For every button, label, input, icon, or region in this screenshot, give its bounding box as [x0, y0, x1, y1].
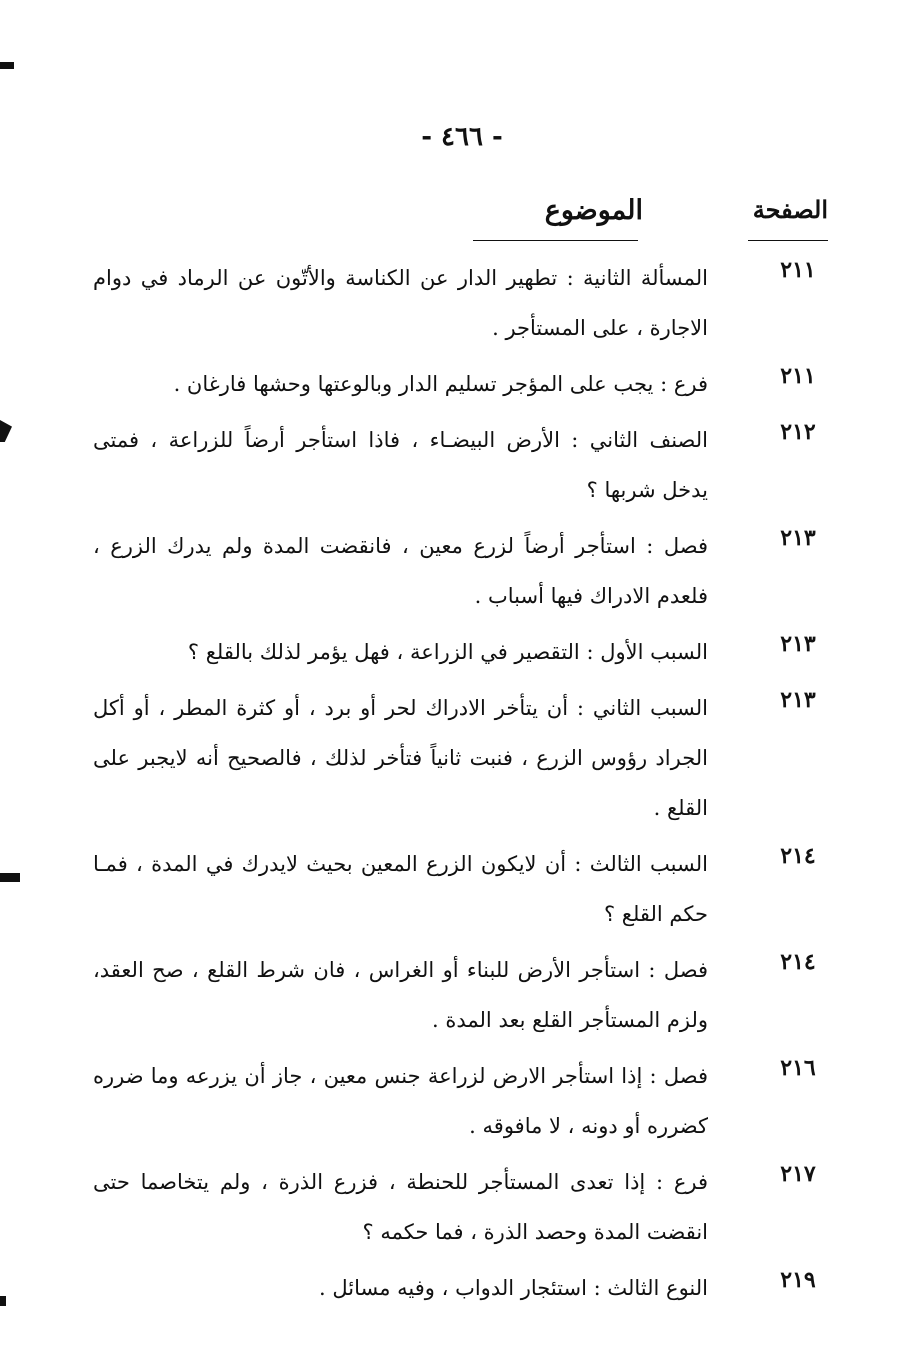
- entry-page-number: ٢١٣: [780, 631, 816, 657]
- page-number: - ٤٦٦ -: [421, 122, 503, 152]
- toc-entry: [93, 839, 828, 939]
- topic-header-underline: [473, 240, 638, 241]
- entry-topic: المسألة الثانية : تطهير الدار عن الكناسة والأتّون عن الرماد في دوام الاجارة ، على المستأجر .: [93, 266, 708, 340]
- entry-topic: فرع : يجب على المؤجر تسليم الدار وبالوعتها وحشها فارغان .: [173, 372, 708, 396]
- entry-page-number: ٢١١: [780, 363, 816, 389]
- toc-entry: [93, 683, 828, 833]
- entry-topic: فرع : إذا تعدى المستأجر للحنطة ، فزرع الذرة ، ولم يتخاصما حتى انقضت المدة وحصد الذرة ، فما حكمه ؟: [93, 1170, 708, 1244]
- toc-entry: [93, 945, 828, 1045]
- topic-column-header: الموضوع: [544, 195, 643, 226]
- scan-edge-mark: [0, 1296, 6, 1306]
- page-column-header: الصفحة: [752, 195, 828, 224]
- entry-topic: فصل : استأجر الأرض للبناء أو الغراس ، فان شرط القلع ، صح العقد، ولزم المستأجر القلع بعد المدة .: [93, 958, 708, 1032]
- entry-topic: السبب الأول : التقصير في الزراعة ، فهل يؤمر لذلك بالقلع ؟: [187, 640, 708, 664]
- entry-page-number: ٢١٣: [780, 525, 816, 551]
- entry-topic: الصنف الثاني : الأرض البيضـاء ، فاذا استأجر أرضاً للزراعة ، فمتى يدخل شربها ؟: [93, 428, 708, 502]
- toc-entry: [93, 1157, 828, 1257]
- toc-entry: [93, 359, 828, 409]
- page-header-underline: [748, 240, 828, 241]
- entry-page-number: ٢١٤: [780, 949, 816, 975]
- entry-topic: السبب الثالث : أن لايكون الزرع المعين بحيث لايدرك في المدة ، فمـا حكم القلع ؟: [93, 852, 708, 926]
- entry-topic: السبب الثاني : أن يتأخر الادراك لحر أو برد ، أو كثرة المطر ، أو أكل الجراد رؤوس الزرع ، فنبت ثانياً فتأخر لذلك ، فالصحيح أنه لايجبر على القلع .: [93, 696, 708, 820]
- entry-page-number: ٢١٣: [780, 687, 816, 713]
- toc-entry: [93, 521, 828, 621]
- entry-page-number: ٢١٢: [780, 419, 816, 445]
- entry-page-number: ٢١٦: [780, 1055, 816, 1081]
- entry-page-number: ٢١٧: [780, 1161, 816, 1187]
- scan-edge-mark: [0, 420, 12, 442]
- toc-entry: [93, 1263, 828, 1313]
- toc-entry: [93, 1051, 828, 1151]
- column-headers: [98, 195, 828, 245]
- toc-entry: [93, 253, 828, 353]
- entry-page-number: ٢١٩: [780, 1267, 816, 1293]
- toc-entries: [93, 253, 828, 1319]
- toc-entry: [93, 627, 828, 677]
- entry-page-number: ٢١٤: [780, 843, 816, 869]
- entry-topic: النوع الثالث : استئجار الدواب ، وفيه مسائل .: [319, 1276, 708, 1300]
- entry-topic: فصل : إذا استأجر الارض لزراعة جنس معين ، جاز أن يزرعه وما ضرره كضرره أو دونه ، لا مافوقه .: [93, 1064, 708, 1138]
- entry-page-number: ٢١١: [780, 257, 816, 283]
- scan-edge-mark: [0, 873, 20, 882]
- toc-entry: [93, 415, 828, 515]
- entry-topic: فصل : استأجر أرضاً لزرع معين ، فانقضت المدة ولم يدرك الزرع ، فلعدم الادراك فيها أسباب .: [93, 534, 708, 608]
- scan-edge-mark: [0, 62, 14, 69]
